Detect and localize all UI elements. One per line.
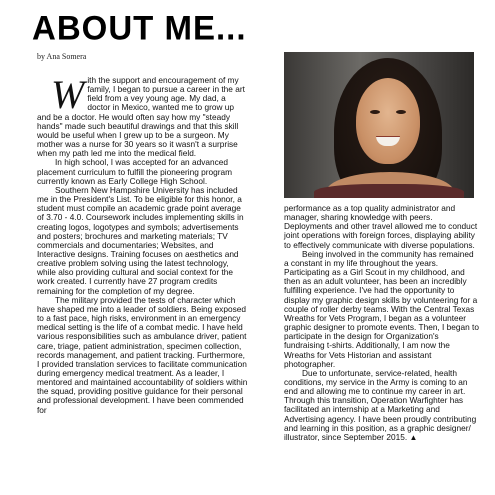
byline: by Ana Somera [37,52,87,61]
paragraph-high-school: In high school, I was accepted for an advanced placement curriculum to fulfill the pioneering program currently known as Early College High School. [37,157,233,186]
paragraph-text: ith the support and encouragement of my family, I began to pursue a career in the art field from a vey young age. My dad, a doctor in Mexico, wanted me to grow up and be a doctor. He would often say how my "steady hands" made such beautiful drawings and that this skill would be useful when I grew up to be a surgeon. My mother was a nurse for 30 years so it wasn't a surprise when my path led me into the medical field. [37,75,245,159]
drop-cap: W [51,72,85,117]
right-column [284,204,480,442]
left-column [37,72,249,415]
paragraph-performance: performance as a top quality administrator and manager, sharing knowledge with peers. Deployments and other travel allowed me to conduct joint operations with foreign forces, displaying ability to effectively communicate with diverse populations. [284,203,478,250]
paragraph-military: The military provided the tests of character which have shaped me into a leader of soldiers. Being exposed to a fast pace, high risks, environment in an emergency medical setting is the life of a combat medic. I have held various responsibilities such as ambulance driver, patient care, triage, patient administration, specimen collection, records management, and patient tracking. Furthermore, I provided translation services to facilitate communication during emergency medical treatment. As a leader, I mentored and maintained accountability of soldiers within the squad, providing positive guidance for their personal and professional development. I have been commended for [37,294,248,415]
end-mark-icon: ▲ [409,432,418,442]
paragraph-university: Southern New Hampshire University has included me in the President's List. To be eligible for this honor, a student must compile an academic grade point average of 3.70 - 4.0. Coursework includes implementing skills in creating logos, logotypes and symbols; advertisements and posters; brochures and marketing materials; TV commercials and documentaries; Websites, and Interactive designs. Training focuses on aesthetics and creative problem solving using the latest technology, while also providing cultural and social context for the work created. I currently have 27 program credits remaining for the completion of my degree. [37,184,244,296]
page-title: ABOUT ME... [32,8,247,47]
paragraph-community: Being involved in the community has remained a constant in my life throughout the years. Participating as a Girl Scout in my childhood, and then as an adult volunteer, has been an incredibly fulfilling experience. I've had the opportunity to display my graphic design skills by volunteering for a couple of roller derby teams. With the Central Texas Wreaths for Vets Program, I began as a volunteer graphic designer to promote events. Then, I began to participate in the design for Organization's fundraising t-shirts. Additionally, I am now the Wreaths for Vets Historian and assistant photographer. [284,248,479,369]
author-photo [284,52,474,198]
paragraph-text: Due to unfortunate, service-related, health conditions, my service in the Army is coming to an end and allowing me to continue my career in art. Through this transition, Operation Warfighter has facilitated an internship at a Marketing and Advertising agency. I have been proudly contributing and learning in this position, as a graphic designer/ illustrator, since September 2015. [284,367,477,442]
paragraph-transition [284,369,480,442]
paragraph-intro [37,72,249,159]
